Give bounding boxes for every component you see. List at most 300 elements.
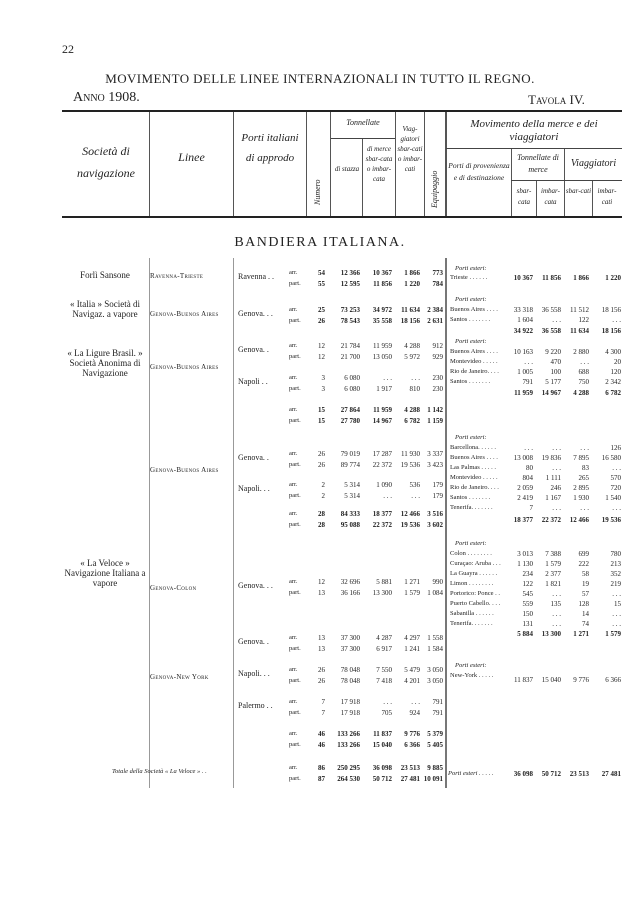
r3ftot-f1: 14 967 (541, 389, 561, 397)
r2-part-c1: 78 543 (340, 317, 360, 325)
r4f-row-2-f1: . . . (552, 464, 561, 472)
r5f-port-5: Puerto Cabello. . . . (450, 600, 501, 607)
r6c-part-c3: 924 (409, 709, 420, 717)
r4b-part-c0: 2 (321, 492, 325, 500)
r4b-arr-label: arr. (289, 481, 298, 488)
r5-part-c1: 36 166 (340, 589, 360, 597)
line-genova-ny: Genova-New York (150, 673, 209, 681)
r4f-row-4-f2: 2 895 (573, 484, 589, 492)
r4f-row-1-f2: 7 895 (573, 454, 589, 462)
r3a-part-c0: 12 (318, 353, 325, 361)
r4f-row-5-f2: 1 930 (573, 494, 589, 502)
r6f-f0: 11 837 (514, 676, 533, 684)
r2-part-c4: 2 631 (427, 317, 443, 325)
r4f-row-2-f3: . . . (612, 464, 621, 472)
r3ftot-f0: 11 959 (514, 389, 533, 397)
header-movimento: Movimento della merce e dei viaggiatori (470, 118, 598, 143)
r6a-part-c0: 13 (318, 645, 325, 653)
r1-arr-label: arr. (289, 269, 298, 276)
r3f-row-0-f0: 10 163 (513, 348, 533, 356)
r3b-arr-c3: . . . (411, 374, 420, 382)
r1-f1: 11 856 (542, 274, 561, 282)
r2f-row-0-f0: 33 318 (513, 306, 533, 314)
r3a-arr-c2: 11 959 (373, 342, 392, 350)
divider (233, 112, 234, 216)
r2tot-f3: 18 156 (601, 327, 621, 335)
r3-pe: Porti esteri: (455, 338, 487, 345)
r3a-part-c3: 5 972 (404, 353, 420, 361)
r3a-part-c1: 21 700 (340, 353, 360, 361)
r5-port: Genova. . . (238, 581, 273, 590)
tot-f-f2: 23 513 (569, 770, 589, 778)
r4f-row-3-f0: 804 (522, 474, 533, 482)
r3b-part-label: part. (289, 385, 301, 392)
r3tot-arr-c2: 11 959 (373, 406, 392, 414)
r1-part-c0: 55 (318, 280, 325, 288)
r2f-row-0-f3: 18 156 (601, 306, 621, 314)
r5-arr-c2: 5 881 (376, 578, 392, 586)
r5tot-f2: 1 271 (573, 630, 589, 638)
r6a-arr-c1: 37 300 (340, 634, 360, 642)
r6tot-part-c4: 5 405 (427, 741, 443, 749)
r5f-row-5-f3: 15 (614, 600, 621, 608)
r3tot-part-c2: 14 967 (372, 417, 392, 425)
r1-part-c1: 12 595 (340, 280, 360, 288)
r2f-row-1-f2: 122 (578, 316, 589, 324)
tot-f-f1: 50 712 (541, 770, 561, 778)
r1-port: Ravenna . . (238, 272, 274, 281)
r3ftot-f3: 6 782 (605, 389, 621, 397)
r6b-arr-c1: 78 048 (340, 666, 360, 674)
r5f-row-4-f1: . . . (552, 590, 561, 598)
r3f-port-0: Buenos Aires . . . . (450, 348, 498, 355)
header-imbar: imbar-cata (541, 187, 560, 206)
r1-arr-c1: 12 366 (340, 269, 360, 277)
header-merce: di merce sbar-cata o imbar-cata (365, 145, 393, 183)
r3f-port-3: Santos . . . . . . . (450, 378, 491, 385)
r5f-row-1-f3: 213 (610, 560, 621, 568)
r3a-arr-c4: 912 (432, 342, 443, 350)
r4a-part-c0: 26 (318, 461, 325, 469)
r5-part-c0: 13 (318, 589, 325, 597)
r3f-port-1: Montevideo . . . . . (450, 358, 498, 365)
r5-arr-label: arr. (289, 578, 298, 585)
r4tot-part-c1: 95 088 (340, 521, 360, 529)
r3b-part-c2: 1 917 (376, 385, 392, 393)
r4a-part-label: part. (289, 461, 301, 468)
sub-rule (511, 180, 622, 181)
r4f-row-4-f0: 2 059 (517, 484, 533, 492)
r4f-row-2-f0: 80 (526, 464, 533, 472)
r4b-arr-c2: 1 090 (376, 481, 392, 489)
r3a-arr-c3: 4 288 (404, 342, 420, 350)
r4a-part-c4: 3 423 (427, 461, 443, 469)
header-societa: Società di navigazione (77, 144, 135, 180)
r1-part-c2: 11 856 (373, 280, 392, 288)
r5f-row-5-f0: 559 (522, 600, 533, 608)
r4tot-arr-label: arr. (289, 510, 298, 517)
r4f-row-3-f2: 265 (578, 474, 589, 482)
r3f-row-2-f3: 120 (610, 368, 621, 376)
r6c-part-c4: 791 (432, 709, 443, 717)
r4f-row-3-f3: 570 (610, 474, 621, 482)
r4tot-part-c2: 22 372 (372, 521, 392, 529)
top-rule (62, 110, 622, 112)
r6tot-arr-c3: 9 776 (404, 730, 420, 738)
r3f-row-1-f2: . . . (580, 358, 589, 366)
r6b-arr-label: arr. (289, 666, 298, 673)
header-tonn-merce: Tonnellate di merce (517, 153, 559, 174)
r6tot-part-label: part. (289, 741, 301, 748)
r2f-port-1: Santos . . . . . . . (450, 316, 491, 323)
r2-part-c2: 35 558 (372, 317, 392, 325)
r4a-arr-c0: 26 (318, 450, 325, 458)
line-genova-colon: Genova-Colon (150, 584, 197, 592)
r5f-port-1: Curaçao: Aruba . . . (450, 560, 501, 567)
r1-part-label: part. (289, 280, 301, 287)
r3f-row-2-f0: 1 005 (517, 368, 533, 376)
r2f-row-0-f2: 11 512 (570, 306, 589, 314)
r1-arr-c4: 773 (432, 269, 443, 277)
r5f-row-7-f3: . . . (612, 620, 621, 628)
tot-arr-c1: 250 295 (337, 764, 360, 772)
r3tot-arr-c0: 15 (318, 406, 325, 414)
sub-rule (446, 148, 622, 149)
r4f-row-1-f1: 19 836 (541, 454, 561, 462)
r4f-row-0-f0: . . . (524, 444, 533, 452)
r2tot-f0: 34 922 (513, 327, 533, 335)
r6a-arr-c4: 1 558 (427, 634, 443, 642)
r5f-port-3: Limon . . . . . . . . (450, 580, 494, 587)
r3f-row-1-f0: . . . (524, 358, 533, 366)
r3tot-arr-label: arr. (289, 406, 298, 413)
r5f-row-2-f3: 352 (610, 570, 621, 578)
r2-port: Genova. . . (238, 309, 273, 318)
r4a-arr-c4: 3 337 (427, 450, 443, 458)
r5f-row-3-f2: 19 (582, 580, 589, 588)
r3f-row-3-f2: 750 (578, 378, 589, 386)
r6tot-arr-c0: 46 (318, 730, 325, 738)
r6b-part-c3: 4 201 (404, 677, 420, 685)
r6tot-part-c1: 133 266 (337, 741, 360, 749)
r6c-part-c0: 7 (321, 709, 325, 717)
r3a-part-label: part. (289, 353, 301, 360)
r6f-f3: 6 366 (605, 676, 621, 684)
r2-pe: Porti esteri: (455, 296, 487, 303)
r4b-part-c4: 179 (432, 492, 443, 500)
r3tot-part-label: part. (289, 417, 301, 424)
r4ftot-f1: 22 372 (541, 516, 561, 524)
header-sbar2: sbar-cati (565, 187, 592, 195)
r3b-arr-c2: . . . (383, 374, 392, 382)
r6a-part-label: part. (289, 645, 301, 652)
r4b-port: Napoli. . . (238, 484, 270, 493)
body-divider (445, 258, 447, 788)
r4a-port: Genova. . (238, 453, 269, 462)
r6b-part-c2: 7 418 (376, 677, 392, 685)
r4a-arr-c1: 79 019 (340, 450, 360, 458)
r4a-part-c1: 89 774 (340, 461, 360, 469)
r5f-row-7-f2: 74 (582, 620, 589, 628)
r5f-row-7-f1: . . . (552, 620, 561, 628)
r3b-arr-c0: 3 (321, 374, 325, 382)
header-linee: Linee (178, 150, 205, 164)
r6c-arr-label: arr. (289, 698, 298, 705)
r4f-row-5-f1: 1 167 (545, 494, 561, 502)
r1-foreign: Trieste . . . . . . (450, 274, 488, 281)
r3b-arr-label: arr. (289, 374, 298, 381)
r6tot-part-c0: 46 (318, 741, 325, 749)
r4f-row-1-f0: 13 008 (513, 454, 533, 462)
tot-f-f3: 27 481 (601, 770, 621, 778)
r2f-row-1-f0: 1 604 (517, 316, 533, 324)
r1-arr-c2: 10 367 (372, 269, 392, 277)
r6b-part-label: part. (289, 677, 301, 684)
tot-arr-c4: 9 885 (427, 764, 443, 772)
r5f-row-3-f1: 1 821 (545, 580, 561, 588)
r4b-part-c2: . . . (383, 492, 392, 500)
r5f-row-0-f3: 780 (610, 550, 621, 558)
tot-part-c1: 264 530 (337, 775, 360, 783)
r2-arr-c1: 73 253 (340, 306, 360, 314)
r5-arr-c1: 32 696 (340, 578, 360, 586)
r3a-arr-c1: 21 784 (340, 342, 360, 350)
r5f-row-0-f2: 699 (578, 550, 589, 558)
r4f-row-6-f3: . . . (612, 504, 621, 512)
table-number: Tavola IV. (528, 92, 585, 107)
header-porti-prov: Porti di provenienza e di destinazione (448, 161, 510, 182)
r4f-row-0-f3: 126 (610, 444, 621, 452)
r3b-arr-c4: 230 (432, 374, 443, 382)
r3tot-arr-c4: 1 142 (427, 406, 443, 414)
r5f-row-1-f0: 1 130 (517, 560, 533, 568)
r3ftot-f2: 4 288 (573, 389, 589, 397)
r5-arr-c3: 1 271 (404, 578, 420, 586)
r3f-row-1-f1: 470 (550, 358, 561, 366)
r6a-part-c2: 6 917 (376, 645, 392, 653)
r5tot-f3: 1 579 (605, 630, 621, 638)
r4tot-arr-c3: 12 466 (400, 510, 420, 518)
totale-porti-esteri: Porti esteri . . . . . (448, 770, 494, 777)
header-viaggiatori: Viag-giatori sbar-cati o imbar-cati (397, 125, 423, 173)
r5-arr-c0: 12 (318, 578, 325, 586)
r5-part-c4: 1 084 (427, 589, 443, 597)
r2tot-f2: 11 634 (570, 327, 589, 335)
r1-part-c4: 784 (432, 280, 443, 288)
r3tot-arr-c3: 4 288 (404, 406, 420, 414)
r1-part-c3: 1 220 (404, 280, 420, 288)
r6c-part-c1: 17 918 (340, 709, 360, 717)
line-genova-ba-2: Genova-Buenos Aires (150, 363, 219, 371)
r3b-part-c3: 810 (409, 385, 420, 393)
tot-f-f0: 36 098 (513, 770, 533, 778)
r5-part-c2: 13 300 (372, 589, 392, 597)
tot-part-label: part. (289, 775, 301, 782)
r3tot-part-c1: 27 780 (340, 417, 360, 425)
r5f-row-0-f0: 3 013 (517, 550, 533, 558)
body-divider (233, 258, 234, 788)
divider (445, 112, 447, 216)
r6b-part-c4: 3 050 (427, 677, 443, 685)
divider (306, 112, 307, 216)
r6tot-arr-label: arr. (289, 730, 298, 737)
r5f-row-0-f1: 7 388 (545, 550, 561, 558)
r4tot-part-label: part. (289, 521, 301, 528)
body-divider (149, 258, 150, 788)
r4f-port-6: Tenerifa. . . . . . . (450, 504, 493, 511)
r6c-part-label: part. (289, 709, 301, 716)
header-di-stazza: di stazza (334, 165, 360, 173)
header-numero: Numero (313, 179, 322, 205)
r6c-arr-c2: . . . (383, 698, 392, 706)
r3b-port: Napoli . . (238, 377, 268, 386)
tot-arr-c3: 23 513 (400, 764, 420, 772)
r1-arr-c0: 54 (318, 269, 325, 277)
r4b-part-label: part. (289, 492, 301, 499)
r4f-row-3-f1: 1 111 (545, 474, 561, 482)
r4ftot-f2: 12 466 (569, 516, 589, 524)
r3f-port-2: Rio de Janeiro. . . . (450, 368, 499, 375)
tot-arr-c0: 86 (318, 764, 325, 772)
r2f-row-1-f3: . . . (612, 316, 621, 324)
r6tot-part-c2: 15 040 (372, 741, 392, 749)
r5f-row-4-f3: . . . (612, 590, 621, 598)
r2-part-c3: 18 156 (400, 317, 420, 325)
divider (330, 112, 331, 216)
header-porti-italiani: Porti italiani di approdo (241, 132, 299, 164)
society-italia: « Italia » Società di Navigaz. a vapore (70, 299, 140, 319)
r4tot-part-c0: 28 (318, 521, 325, 529)
r3a-part-c4: 929 (432, 353, 443, 361)
r5f-port-4: Portorico: Ponce . . (450, 590, 501, 597)
year-label: Anno 1908. (73, 90, 140, 105)
r6b-arr-c2: 7 550 (376, 666, 392, 674)
r5f-row-6-f0: 150 (522, 610, 533, 618)
r6c-part-c2: 705 (381, 709, 392, 717)
r3b-part-c4: 230 (432, 385, 443, 393)
r6b-arr-c0: 26 (318, 666, 325, 674)
r4tot-part-c3: 19 536 (400, 521, 420, 529)
r4f-row-4-f3: 720 (610, 484, 621, 492)
r6a-part-c4: 1 584 (427, 645, 443, 653)
line-ravenna-trieste: Ravenna-Trieste (150, 272, 204, 280)
r4f-row-1-f3: 16 580 (601, 454, 621, 462)
r6tot-arr-c2: 11 837 (373, 730, 392, 738)
r3f-row-0-f2: 2 880 (573, 348, 589, 356)
r3tot-arr-c1: 27 864 (340, 406, 360, 414)
r4f-port-0: Barcellona. . . . . . (450, 444, 497, 451)
r4f-row-0-f2: . . . (580, 444, 589, 452)
r2tot-f1: 36 558 (541, 327, 561, 335)
r5-pe: Porti esteri: (455, 540, 487, 547)
r5-part-label: part. (289, 589, 301, 596)
r2-arr-c0: 25 (318, 306, 325, 314)
r4f-row-5-f3: 1 540 (605, 494, 621, 502)
r6tot-arr-c4: 5 379 (427, 730, 443, 738)
r2-arr-c2: 34 972 (372, 306, 392, 314)
r4f-row-0-f1: . . . (552, 444, 561, 452)
r1-f0: 10 367 (513, 274, 533, 282)
r3a-arr-c0: 12 (318, 342, 325, 350)
totale-label: Totale della Società « La Veloce » . . (112, 768, 207, 775)
r4b-part-c3: . . . (411, 492, 420, 500)
r5f-row-3-f3: 219 (610, 580, 621, 588)
r6c-arr-c1: 17 918 (340, 698, 360, 706)
r2-arr-c3: 11 634 (401, 306, 420, 314)
r3a-port: Genova. . (238, 345, 269, 354)
r5f-row-5-f1: 135 (550, 600, 561, 608)
r4f-port-5: Santos . . . . . . . (450, 494, 491, 501)
tot-arr-c2: 36 098 (372, 764, 392, 772)
r6f-port: New-York . . . . . (450, 672, 494, 679)
r4f-row-4-f1: 246 (550, 484, 561, 492)
r1-f3: 1 220 (605, 274, 621, 282)
society-ligure: « La Ligure Brasil. » Società Anonima di Navigazione (67, 348, 143, 378)
header-rule (62, 216, 622, 218)
r4a-arr-label: arr. (289, 450, 298, 457)
r4-pe: Porti esteri: (455, 434, 487, 441)
r3a-arr-label: arr. (289, 342, 298, 349)
r4a-arr-c2: 17 287 (372, 450, 392, 458)
r6tot-part-c3: 6 366 (404, 741, 420, 749)
r5f-port-0: Colon . . . . . . . . (450, 550, 492, 557)
r4f-port-3: Montevideo . . . . . (450, 474, 498, 481)
line-genova-ba-1: Genova-Buenos Aires (150, 310, 219, 318)
r4f-row-6-f1: . . . (552, 504, 561, 512)
header-viaggiatori2: Viaggiatori (570, 158, 617, 169)
r3b-part-c1: 6 080 (344, 385, 360, 393)
r5f-row-1-f1: 1 579 (545, 560, 561, 568)
r6a-arr-label: arr. (289, 634, 298, 641)
header-equipaggio: Equipaggio (430, 170, 439, 208)
r4b-arr-c1: 5 314 (344, 481, 360, 489)
r5f-row-2-f2: 58 (582, 570, 589, 578)
r4tot-arr-c4: 3 516 (427, 510, 443, 518)
header-tonnellate: Tonnellate (346, 118, 380, 127)
r2-arr-label: arr. (289, 306, 298, 313)
page-number: 22 (62, 42, 74, 56)
r5f-row-6-f3: . . . (612, 610, 621, 618)
r3f-row-0-f3: 4 300 (605, 348, 621, 356)
r2-part-label: part. (289, 317, 301, 324)
divider (395, 112, 396, 216)
section-title: BANDIERA ITALIANA. (234, 235, 406, 250)
r4f-row-6-f0: 7 (529, 504, 533, 512)
divider (424, 112, 425, 216)
r4f-row-5-f0: 2 419 (517, 494, 533, 502)
r6f-f2: 9 776 (573, 676, 589, 684)
header-sbar: sbar-cata (516, 187, 532, 206)
r5f-row-6-f1: . . . (552, 610, 561, 618)
r3f-row-2-f2: 688 (578, 368, 589, 376)
r3tot-part-c4: 1 159 (427, 417, 443, 425)
r6c-arr-c3: . . . (411, 698, 420, 706)
r4f-port-1: Buenos Aires . . . . (450, 454, 498, 461)
r4f-row-2-f2: 83 (582, 464, 589, 472)
r6c-arr-c4: 791 (432, 698, 443, 706)
r4b-arr-c0: 2 (321, 481, 325, 489)
r5f-row-6-f2: 14 (582, 610, 589, 618)
tot-part-c2: 50 712 (372, 775, 392, 783)
r5f-row-4-f0: 545 (522, 590, 533, 598)
r3f-row-3-f3: 2 342 (605, 378, 621, 386)
r3tot-part-c3: 6 782 (404, 417, 420, 425)
r6f-f1: 15 040 (541, 676, 561, 684)
r5f-port-2: La Guayra . . . . . . (450, 570, 498, 577)
r6a-arr-c3: 4 297 (404, 634, 420, 642)
r5-arr-c4: 990 (432, 578, 443, 586)
r5f-port-6: Sabanilla . . . . . . (450, 610, 494, 617)
